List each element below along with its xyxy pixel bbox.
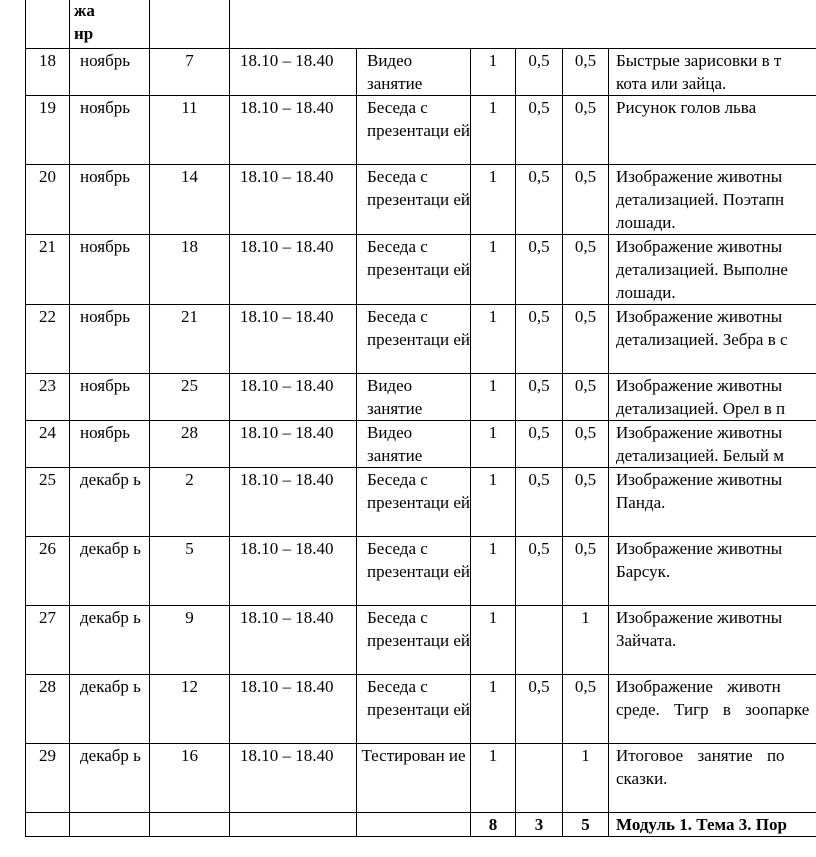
cell-total-hours: 8 <box>471 813 516 837</box>
cell-hours-theory: 0,5 <box>516 468 563 537</box>
cell-form: Беседа с презентаци ей <box>357 675 471 744</box>
cell-topic: Изображение животны детализацией. Поэтапн лошади. <box>609 165 816 235</box>
total-empty-cell <box>230 813 357 837</box>
header-cell-empty <box>563 0 609 49</box>
cell-hours-theory: 0,5 <box>516 675 563 744</box>
cell-module-title: Модуль 1. Тема 3. Пор <box>609 813 816 837</box>
table-row <box>26 606 816 675</box>
cell-month: ноябрь <box>70 421 150 468</box>
cell-month: ноябрь <box>70 235 150 305</box>
cell-topic: Изображение животн среде. Тигр в зоопарке <box>609 675 816 744</box>
table-row <box>26 468 816 537</box>
cell-month: декабр ь <box>70 606 150 675</box>
cell-hours-theory: 0,5 <box>516 537 563 606</box>
cell-hours-theory: 0,5 <box>516 49 563 96</box>
header-cell-number <box>26 0 70 49</box>
cell-hours-practice: 0,5 <box>563 421 609 468</box>
cell-hours-practice: 1 <box>563 744 609 813</box>
cell-number: 21 <box>26 235 70 305</box>
cell-month: ноябрь <box>70 305 150 374</box>
cell-topic: Изображение животны детализацией. Выполне лошади. <box>609 235 816 305</box>
cell-hours-practice: 0,5 <box>563 675 609 744</box>
cell-form: Беседа с презентаци ей <box>357 468 471 537</box>
cell-form: Беседа с презентаци ей <box>357 537 471 606</box>
cell-hours-total: 1 <box>471 675 516 744</box>
cell-time: 18.10 – 18.40 <box>230 421 357 468</box>
cell-day: 2 <box>150 468 230 537</box>
cell-hours-total: 1 <box>471 421 516 468</box>
cell-number: 18 <box>26 49 70 96</box>
cell-hours-practice: 0,5 <box>563 305 609 374</box>
cell-form: Беседа с презентаци ей <box>357 165 471 235</box>
header-cell-month: жа нр <box>70 0 150 49</box>
cell-month: ноябрь <box>70 49 150 96</box>
table-row <box>26 49 816 96</box>
cell-hours-total: 1 <box>471 374 516 421</box>
cell-hours-theory: 0,5 <box>516 305 563 374</box>
header-cell-empty <box>471 0 516 49</box>
schedule-body <box>26 0 816 837</box>
cell-total-practice: 5 <box>563 813 609 837</box>
cell-number: 20 <box>26 165 70 235</box>
cell-topic: Изображение животны детализацией. Орел в п <box>609 374 816 421</box>
cell-hours-practice: 0,5 <box>563 468 609 537</box>
cell-hours-theory <box>516 606 563 675</box>
table-row <box>26 165 816 235</box>
cell-hours-theory: 0,5 <box>516 96 563 165</box>
cell-total-theory: 3 <box>516 813 563 837</box>
cell-month: декабр ь <box>70 744 150 813</box>
cell-time: 18.10 – 18.40 <box>230 49 357 96</box>
cell-hours-theory: 0,5 <box>516 235 563 305</box>
cell-month: ноябрь <box>70 374 150 421</box>
total-empty-cell <box>70 813 150 837</box>
cell-hours-total: 1 <box>471 305 516 374</box>
cell-month: декабр ь <box>70 675 150 744</box>
cell-day: 5 <box>150 537 230 606</box>
cell-topic: Итоговое занятие по сказки. <box>609 744 816 813</box>
cell-time: 18.10 – 18.40 <box>230 744 357 813</box>
cell-time: 18.10 – 18.40 <box>230 468 357 537</box>
cell-hours-theory: 0,5 <box>516 165 563 235</box>
cell-hours-theory <box>516 744 563 813</box>
header-row <box>26 0 816 49</box>
table-row <box>26 675 816 744</box>
cell-hours-total: 1 <box>471 744 516 813</box>
cell-time: 18.10 – 18.40 <box>230 165 357 235</box>
total-empty-cell <box>357 813 471 837</box>
cell-month: ноябрь <box>70 165 150 235</box>
cell-number: 22 <box>26 305 70 374</box>
cell-hours-practice: 1 <box>563 606 609 675</box>
table-row <box>26 421 816 468</box>
cell-hours-total: 1 <box>471 468 516 537</box>
cell-number: 25 <box>26 468 70 537</box>
table-row <box>26 374 816 421</box>
cell-time: 18.10 – 18.40 <box>230 606 357 675</box>
cell-number: 29 <box>26 744 70 813</box>
cell-form: Видео занятие <box>357 49 471 96</box>
cell-time: 18.10 – 18.40 <box>230 96 357 165</box>
cell-number: 19 <box>26 96 70 165</box>
cell-hours-practice: 0,5 <box>563 165 609 235</box>
cell-hours-total: 1 <box>471 49 516 96</box>
total-row <box>26 813 816 837</box>
table-row <box>26 235 816 305</box>
cell-form: Беседа с презентаци ей <box>357 305 471 374</box>
cell-form: Видео занятие <box>357 421 471 468</box>
table-row <box>26 744 816 813</box>
cell-hours-total: 1 <box>471 606 516 675</box>
cell-number: 28 <box>26 675 70 744</box>
cell-number: 27 <box>26 606 70 675</box>
cell-hours-practice: 0,5 <box>563 49 609 96</box>
cell-form: Беседа с презентаци ей <box>357 606 471 675</box>
cell-month: декабр ь <box>70 537 150 606</box>
cell-month: декабр ь <box>70 468 150 537</box>
cell-number: 24 <box>26 421 70 468</box>
cell-hours-theory: 0,5 <box>516 374 563 421</box>
cell-day: 25 <box>150 374 230 421</box>
cell-time: 18.10 – 18.40 <box>230 675 357 744</box>
total-empty-cell <box>150 813 230 837</box>
table-row <box>26 305 816 374</box>
cell-time: 18.10 – 18.40 <box>230 235 357 305</box>
cell-day: 12 <box>150 675 230 744</box>
cell-hours-total: 1 <box>471 537 516 606</box>
cell-topic: Быстрые зарисовки в т кота или зайца. <box>609 49 816 96</box>
cell-number: 23 <box>26 374 70 421</box>
cell-day: 14 <box>150 165 230 235</box>
cell-topic: Изображение животны Зайчата. <box>609 606 816 675</box>
cell-number: 26 <box>26 537 70 606</box>
header-cell-day <box>150 0 230 49</box>
cell-day: 28 <box>150 421 230 468</box>
cell-form: Беседа с презентаци ей <box>357 235 471 305</box>
cell-form: Беседа с презентаци ей <box>357 96 471 165</box>
schedule-table <box>25 0 816 837</box>
cell-topic: Рисунок голов льва <box>609 96 816 165</box>
cell-hours-practice: 0,5 <box>563 374 609 421</box>
table-row <box>26 537 816 606</box>
cell-topic: Изображение животны Панда. <box>609 468 816 537</box>
cell-hours-total: 1 <box>471 165 516 235</box>
cell-day: 11 <box>150 96 230 165</box>
cell-day: 21 <box>150 305 230 374</box>
cell-month: ноябрь <box>70 96 150 165</box>
header-cell-empty <box>357 0 471 49</box>
header-cell-time <box>230 0 357 49</box>
cell-time: 18.10 – 18.40 <box>230 305 357 374</box>
cell-day: 18 <box>150 235 230 305</box>
cell-hours-total: 1 <box>471 96 516 165</box>
total-empty-cell <box>26 813 70 837</box>
cell-hours-practice: 0,5 <box>563 537 609 606</box>
cell-day: 9 <box>150 606 230 675</box>
cell-form: Видео занятие <box>357 374 471 421</box>
cell-time: 18.10 – 18.40 <box>230 374 357 421</box>
table-row <box>26 96 816 165</box>
cell-form: Тестирован ие <box>357 744 471 813</box>
header-cell-empty <box>516 0 563 49</box>
header-cell-empty <box>609 0 816 49</box>
cell-time: 18.10 – 18.40 <box>230 537 357 606</box>
cell-topic: Изображение животны Барсук. <box>609 537 816 606</box>
cell-day: 7 <box>150 49 230 96</box>
cell-hours-practice: 0,5 <box>563 96 609 165</box>
cell-hours-total: 1 <box>471 235 516 305</box>
cell-topic: Изображение животны детализацией. Белый м <box>609 421 816 468</box>
cell-day: 16 <box>150 744 230 813</box>
cell-topic: Изображение животны детализацией. Зебра в с <box>609 305 816 374</box>
cell-hours-theory: 0,5 <box>516 421 563 468</box>
cell-hours-practice: 0,5 <box>563 235 609 305</box>
